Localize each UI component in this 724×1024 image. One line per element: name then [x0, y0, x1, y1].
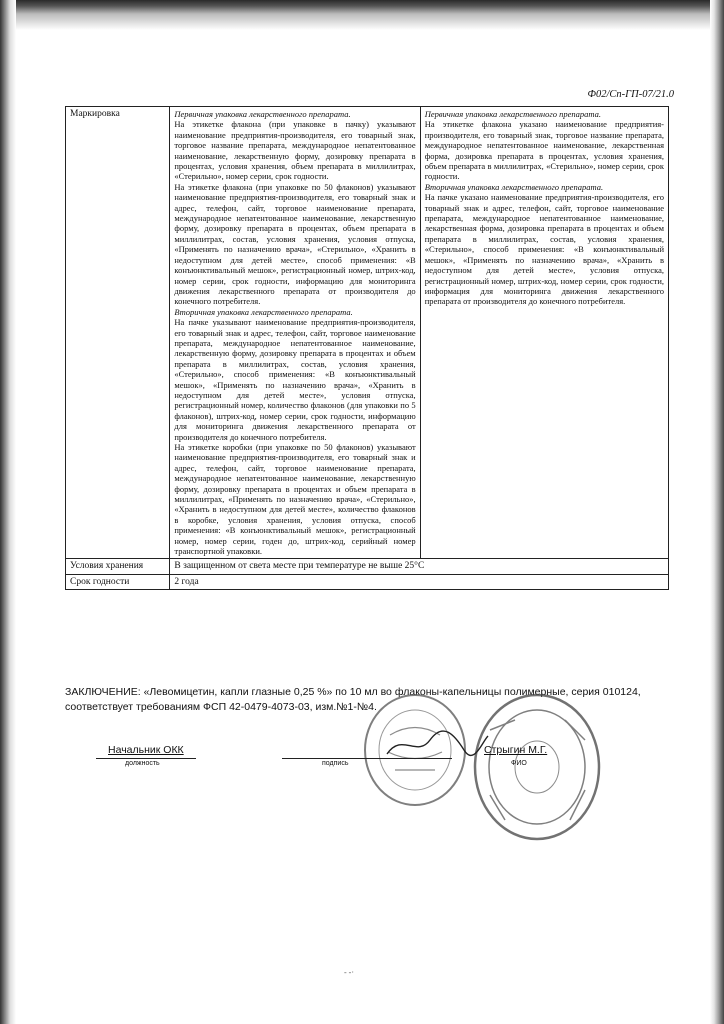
shelf-life-value: 2 года: [170, 574, 669, 589]
right-para-2: Вторичная упаковка лекарственного препарата.: [424, 181, 604, 192]
conclusion-line-2: соответствует требованиям ФСП 42-0479-4073-03, изм.№1-№4.: [65, 701, 377, 713]
mid-para-5: На этикетке коробки (при упаковке по 50 флаконов) указывают наименование предприятия-производителя, его товарный знак и адрес, телефон, сайт, торговое наименование препарата, международное непатентованное наименование, лекарственную форму, дозировку препарата в процентах и объем препарата в миллилитрах, «Применять по назначению врача», «Стерильно», «Хранить в недоступном для детей месте», количество флаконов в коробке, условия хранения, условия отпуска, способ применения: «В конъюнктивальный мешок», регистрационный номер, номер серии, годен до, штрих-код, серийный номер транспортной упаковки.: [174, 442, 416, 557]
marking-results: [420, 107, 668, 559]
mid-para-4: На пачке указывают наименование предприятия-производителя, его товарный знак и адрес, телефон, сайт, торговое наименование препарата, международное непатентованное наименование, лекарственную форму, дозировку препарата в процентах и объем препарата в миллилитрах, состав, условия хранения, «Стерильно», способ применения: «В конъюнктивальный мешок», «Применять по назначению врача», «Хранить в недоступном для детей месте», условия отпуска, регистрационный номер, количество флаконов (для упаковки по 5 флаконов), штрих-код, номер серии, срок годности, информацию для мониторинга движения лекарственного препарата от производителя до конечного потребителя.: [174, 317, 416, 442]
shelf-life-label: Срок годности: [66, 574, 170, 589]
marking-row: [66, 107, 669, 559]
document-code: Ф02/Сп-ГП-07/21.0: [587, 89, 674, 100]
scan-edge-top: [0, 0, 724, 30]
scan-mark: - -·: [344, 968, 354, 977]
position-title: Начальник ОКК: [108, 744, 184, 756]
position-caption: должность: [125, 760, 160, 767]
position-line: [96, 758, 196, 759]
storage-row: [66, 559, 669, 574]
signature-caption: подпись: [322, 760, 349, 767]
right-para-1: На этикетке флакона указано наименование предприятия-производителя, его товарный знак, торговое название препарата, международное непатентованное наименование, лекарственная форма, дозировка препарата в процентах, условия хранения, объем препарата в миллилитрах, «Стерильно», номер серии, срок годности.: [424, 119, 664, 182]
specification-table: [65, 106, 669, 590]
round-stamp-right-icon: [470, 690, 605, 845]
marking-requirements: [170, 107, 420, 559]
name-caption: ФИО: [511, 760, 527, 767]
right-para-0: Первичная упаковка лекарственного препарата.: [424, 109, 601, 119]
shelf-life-row: [66, 574, 669, 589]
mid-para-1: На этикетке флакона (при упаковке в пачку) указывают наименование предприятия-производителя, его товарный знак, торговое название препарата, международное непатентованное наименование, лекарственную форму, дозировку препарата в процентах, условия хранения, объем препарата в миллилитрах, «Стерильно», номер серии, срок годности.: [174, 119, 416, 182]
handwritten-signature-icon: [382, 728, 492, 764]
scan-edge-right: [710, 0, 724, 1024]
mid-para-3: Вторичная упаковка лекарственного препарата.: [174, 306, 353, 317]
storage-value: В защищенном от света месте при температуре не выше 25°C: [170, 559, 669, 574]
signer-name: Стрыгин М.Г.: [484, 744, 548, 756]
conclusion-line-1: ЗАКЛЮЧЕНИЕ: «Левомицетин, капли глазные 0,25 %» по 10 мл во флаконы-капельницы полимерные, серия 010124,: [65, 686, 641, 698]
storage-label: Условия хранения: [66, 559, 170, 574]
mid-para-0: Первичная упаковка лекарственного препарата.: [174, 109, 351, 119]
mid-para-2: На этикетке флакона (при упаковке по 50 флаконов) указывают наименование предприятия-производителя, его товарный знак и адрес, телефон, сайт, торговое наименование препарата, международное непатентованное наименование, лекарственную форму, дозировку препарата в процентах, объем препарата в миллилитрах, состав, условия хранения, условия отпуска, «Применять по назначению врача», «Стерильно», «Хранить в недоступном для детей месте», способ применения: «В конъюнктивальный мешок», регистрационный номер, штрих-код, номер серии, срок годности, информацию для мониторинга движения лекарственного препарата от производителя до конечного потребителя.: [174, 181, 416, 307]
scan-edge-left: [0, 0, 16, 1024]
right-para-3: На пачке указано наименование предприятия-производителя, его товарный знак и адрес, телефон, сайт, торговое наименование препарата, международное непатентованное наименование, лекарственная форма, дозировка препарата в процентах и объем препарата в миллилитрах, состав, условия хранения, «Стерильно», способ применения: «В конъюнктивальный мешок», «Применять по назначению врача», «Хранить в недоступном для детей месте», условия отпуска, регистрационный номер, штрих-код, номер серии, срок годности, информация для мониторинга движения лекарственного препарата от производителя до конечного потребителя.: [424, 192, 664, 307]
marking-label: Маркировка: [66, 107, 170, 559]
